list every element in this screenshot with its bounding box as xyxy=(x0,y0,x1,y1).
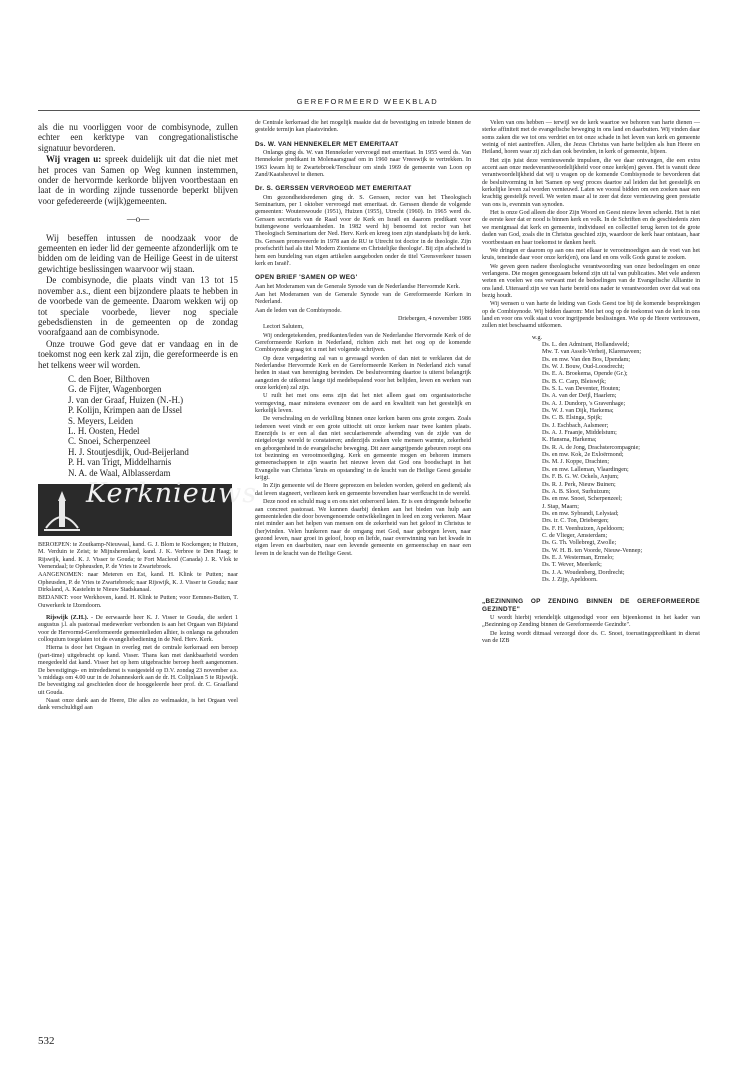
signer: J. Stap, Maarn; xyxy=(542,503,579,510)
paragraph: Hierna is door het Orgaan in overleg met de centrale kerkeraad een beroep (part-time) uitgebracht op kand. Visser. Thans kan met dankbaarheid worden meegedeeld dat kand. Visser het op hem uitgebrachte beroep heeft aangenomen. De bevestigings- en intrededienst is vastgesteld op D.V. zondag 23 november a.s. 's middags om 4.00 uur in de Johanneskerk aan de dr. H. Colijnlaan 5 te Rijswijk. De bevestiging zal geschieden door de hooggeleerde heer prof. dr. C. Graafland uit Gouda. xyxy=(38,645,238,696)
address-line: Aan het Moderamen van de Generale Synode van de Nederlandse Hervormde Kerk. xyxy=(255,283,461,290)
paragraph: De lezing wordt ditmaal verzorgd door ds. C. Snoei, toerustingspredikant in dienst van de IZB xyxy=(482,630,700,645)
paragraph: We dringen er daarom op aan ons met elkaar te verootmoedigen aan de voet van het kruis, teneinde daar voor onze kerk(en), ons land en ons volk Gods gunst te zoeken. xyxy=(482,247,700,262)
signer: Ds. W. J. van Dijk, Harkema; xyxy=(542,408,614,415)
signatory: C. Snoei, Scherpenzeel xyxy=(68,436,151,447)
signer: Ds. T. Wever, Meerkerk; xyxy=(542,562,602,569)
kerknieuws-banner xyxy=(38,478,258,536)
intro-paragraph: als die nu voorliggen voor de combisynode, zullen echter een kerktype van congregationalistische signatuur bevorderen. xyxy=(38,122,238,153)
signer: Ds. C. B. Elsinga, Spijk; xyxy=(542,415,602,422)
section-heading: OPEN BRIEF 'SAMEN OP WEG' xyxy=(255,274,358,282)
paragraph: Het is onze God alleen die door Zijn Woord en Geest nieuw leven schenkt. Het is niet de eerste keer dat er nood is binnen kerk en volk. In de Schriften en de geschiedenis zien we menigmaal dat kerk en gemeente, individueel en collectief terug keren tot de grote daden van God, zoals die in Christus geschied zijn, waardoor de kerk haar ontstaan, haar voortbestaan en haar toekomst te danken heeft. xyxy=(482,210,700,246)
paragraph: Onze trouwe God geve dat er vandaag en in de toekomst nog een kerk zal zijn, die gereformeerde is en het telkens weer wil worden. xyxy=(38,338,238,370)
wg-label: w.g. xyxy=(532,334,543,341)
signatory-list xyxy=(68,374,238,478)
paragraph: Velen van ons hebben — terwijl we de kerk waartoe we behoren van harte dienen — sterke affiniteit met de evangelische beweging in ons land en daarbuiten. Wij vinden daar soms zaken die we tot ons verdriet en tot onze schade in het leven van kerk en gemeente weinig of niet aantreffen. Allen, die Jezus Christus van harte belijden als hun Heere en Heiland, horen waar zij zich dan ook bevinden, in kerk of gemeente, bijeen. xyxy=(482,120,700,156)
signer: Ds. B. C. Carp, Bleiswijk; xyxy=(542,378,606,385)
signatory: L. H. Oosten, Hedel xyxy=(68,425,140,436)
signer: K. Hansma, Harkema; xyxy=(542,437,597,444)
paragraph: U ruilt het met ons eens zijn dat het niet alleen gaat om organisatorische vormgeving, maar minstens evenzeer om de aard en kwaliteit van het geestelijk en kerkelijk leven. xyxy=(255,393,471,415)
rijswijk-paragraph xyxy=(38,615,238,644)
paragraph: de Centrale kerkeraad die het mogelijk maakte dat de bevestiging en intrede binnen de gestelde termijn kan plaatsvinden. xyxy=(255,120,471,134)
paragraph: Onlangs ging ds. W. van Hennekeler vervroegd met emeritaat. In 1955 werd ds. Van Hennekeler predikant in Molenaarsgraaf om in 1960 naar Vreeswijk te vertrekken. In 1963 kwam hij te Zwartebroek/Terschuur om sinds 1969 de gemeente van Loon op Zand/Kaatsheuvel te dienen. xyxy=(255,150,471,179)
paragraph: Wij beseffen intussen de noodzaak voor de gemeenten en ieder lid der gemeente afzonderlijk om te bidden om de leiding van de Heilige Geest in de uiterst gewichtige beslissingen waarvoor wij staan. xyxy=(38,232,238,274)
page-header-title: GEREFORMEERD WEEKBLAD xyxy=(296,97,439,106)
paragraph: Deze nood en schuld mag u en ons niet onberoerd laten. Er is een dringende behoefte aan concreet pastoraat. We kunnen daarbij denken aan het bieden van hulp aan gemeenteleden die door bovengenoemde ontwikkelingen in leed en zorg verkeren. Maar niet minder aan het helpen van mensen om de zekerheid van het geloof in Christus te (her)vinden. Velen hunkeren naar de omgang met God, naar geborgen leven, naar gezond leven, naar groei in geloof, hoop en liefde, naar overwinning van het kwade in eigen leven en daarbuiten, naar een levende gemeente en gemeenschap en naar een leven in de kracht van de Heilige Geest. xyxy=(255,499,471,557)
signatory: N. A. de Waal, Alblasserdam xyxy=(68,467,171,478)
paragraph: Het zijn juist deze vernieuwende impulsen, die we daar ontvangen, die een extra accent aan onze medeverantwoordelijkheid voor onze kerk(en) geven. Het is vanuit deze verantwoordelijkheid dat wij u vragen op de komende Combisynode te bevorderen dat de besluitvorming in het 'Samen op weg' proces daartoe zal leiden dat het geestelijk en kerkelijke leven zal worden vernieuwd. Laten we vooral bidden om een zoeken naar een krachtig geestelijk reveil. We weten maar al te zeer dat deze vernieuwing geen prestatie van ons is, evenmin van synoden. xyxy=(482,157,700,208)
banner-title: Kerknieuws xyxy=(86,478,258,509)
signer: Ds. A. van der Deijl, Haarlem; xyxy=(542,393,617,400)
paragraph: U wordt hierbij vriendelijk uitgenodigd voor een bijeenkomst in het kader van „Bezinning op Zending binnen de Gereformeerde Gezindte". xyxy=(482,615,700,629)
signatory: C. den Boer, Bilthoven xyxy=(68,373,150,384)
section-heading: „BEZINNING OP ZENDING BINNEN DE GEREFORMEERDE GEZINDTE" xyxy=(482,598,700,613)
signatory: G. de Fijter, Wagenborgen xyxy=(68,384,162,395)
header-rule xyxy=(38,110,700,111)
aangenomen-text: AANGENOMEN: naar Meteren en Est, kand. H. Klink te Putten; naar Opheusden, P. de Vries te Zwartebroek; naar Rijswijk, K. J. Visser te Gouda; naar Dirksland, A. Kastelein te Nieuw Stadskanaal. xyxy=(38,572,238,594)
paragraph: Om gezondheidsredenen ging dr. S. Gerssen, rector van het Theologisch Seminarium, per 1 oktober vervroegd met emeritaat. dr. Gerssen diende de volgende gemeenten: Wouterswoude (1951), Huizen (1955), Utrecht (1960). In 1965 werd ds. Gerssen secretaris van de Raad voor de Kerk en Israël en daarom predikant voor buitengewone werkzaamheden. In 1982 werd hij benoemd tot rector van het Theologisch Seminarium der Ned. Herv. Kerk en kreeg toen zijn standplaats bij de kerk. Ds. Gerssen promoveerde in 1978 aan de RU te Utrecht tot doctor in de theologie. Zijn proefschrift had als titel 'Modern Zionisme en Christelijke theologie'. Bij zijn afscheid is hem een bundeling van eigen artikelen aangeboden onder de titel 'Grensverkeer tussen kerk en Israël'. xyxy=(255,194,471,267)
signatory: P. Kolijn, Krimpen aan de IJssel xyxy=(68,405,183,416)
signer: Ds. F. H. Veenhuizen, Apeldoorn; xyxy=(542,525,624,532)
signer: Ds. J. Eschbach, Aalsmeer; xyxy=(542,422,609,429)
column-3 xyxy=(482,120,700,646)
bedankt-text: BEDANKT: voor Werkhoven, kand. H. Klink te Putten; voor Eemnes-Buiten, T. Ouwerkerk te IJzendoorn. xyxy=(38,595,238,609)
signer: Ds. A. B. Sloot, Surhuizum; xyxy=(542,488,611,495)
signer: Ds. J. Zijp, Apeldoorn. xyxy=(542,576,598,583)
separator: —o— xyxy=(126,214,150,225)
request-paragraph xyxy=(38,154,238,206)
signer-list xyxy=(532,334,700,585)
request-label: Wij vragen u: xyxy=(46,154,102,165)
signer: Ds. R. J. Perk, Nieuw Buinen; xyxy=(542,481,616,488)
paragraph: Wij wensen u van harte de leiding van Gods Geest toe bij de komende besprekingen op de Combisynode. Wij bidden daarom: Met het oog op de toekomst van de kerk in ons land en voor ons volk staat u voor ingrijpende beslissingen. Wie op de Heere vertrouwen, zullen niet beschaamd uitkomen. xyxy=(482,301,700,330)
signer: Ds. W. J. Bouw, Oud-Loosdrecht; xyxy=(542,364,625,370)
paragraph: In Zijn gemeente wil de Heere gepreezen en beleden worden, geëerd en gediend; als dat leven stagneert, verliezen kerk en gemeente bovendien haar werfkracht in de wereld. xyxy=(255,483,471,497)
signer: Mw. T. van Asselt-Verheij, Klarenaveen; xyxy=(542,349,642,356)
column-1 xyxy=(38,122,258,714)
signer: Ds. J. A. Woudenberg, Dordrecht; xyxy=(542,569,625,576)
signer: Ds. A. J. Dundorp, 's Gravenhage; xyxy=(542,400,626,407)
paragraph: We geven geen nadere theologische verantwoording van onze bedoelingen en onze verlangens. Die mogen genoegzaam bekend zijn uit tal van publicaties. Met vele anderen weten en voelen we ons verwant met de bedoelingen van de Evangelische Alliantie in ons land. Uiteraard zijn we van harte bereid ons nader te verantwoorden over dat wat ons bezig houdt. xyxy=(482,263,700,299)
paragraph: Naast onze dank aan de Heere, Die alles zo welmaakte, is het Orgaan veel dank verschuldigd aan xyxy=(38,697,238,712)
signatory: H. J. Stoutjesdijk, Oud-Beijerland xyxy=(68,446,189,457)
signer: Ds. M. J. Koppe, Drachten; xyxy=(542,459,610,466)
signer: Ds. W. H. B. ten Voorde, Nieuw-Vennep; xyxy=(542,547,643,554)
section-heading: Dr. S. GERSSEN VERVROEGD MET EMERITAAT xyxy=(255,185,412,193)
signer: Ds. E. A. Broekema, Opende (Gr.); xyxy=(542,371,628,378)
signer: Ds. S. L. van Deventer, Houten; xyxy=(542,386,621,393)
signer: Ds. E. J. Westerman, Ermelo; xyxy=(542,554,614,561)
paragraph: Op deze vergadering zal van u gevraagd worden of dan niet te verklaren dat de Nederlandse Hervormde Kerk en de Gereformeerde Kerken in Nederland zich vanaf heden in staat van hereniging bevinden. De beslutvorming daartoe is uiterst belangrijk aangezien de uitkomst lange tijd medebepalend voor het belijden, leven en werken van onze kerk(en) zal zijn. xyxy=(255,355,471,391)
section-heading: Ds. W. VAN HENNEKELER MET EMERITAAT xyxy=(255,140,399,148)
column-2 xyxy=(255,120,471,559)
paragraph: De combisynode, die plaats vindt van 13 tot 15 november a.s., dient een bijzondere plaats te hebben in de voorbede van de gemeente. Daarom wekken wij op tot speciale voorbede, liever nog speciale gebedsdiensten in de gemeenten op de zondag voorafgaand aan de combisynode. xyxy=(38,275,238,338)
rijswijk-text: - De eerwaarde heer K. J. Visser te Gouda, die sedert 1 augustus j.l. als pastoraal medewerker verbonden is aan het Orgaan van Bijstand voor de Hervormd-Gereformeerde gemeentelieden alhier, is onlangs na gehouden colloquium toegelaten tot de evangeliebediening in de Ned. Herv. Kerk. xyxy=(38,615,239,644)
signatory: S. Meyers, Leiden xyxy=(68,415,134,426)
page-number: 532 xyxy=(38,1035,55,1047)
address-line: Aan het Moderamen van de Generale Synode van de Gereformeerde Kerken in Nederland. xyxy=(255,291,471,306)
church-decoration-icon xyxy=(42,488,82,532)
signer: Ds. R. A. de Jong, Drachstercompagnie; xyxy=(542,444,640,451)
rijswijk-label: Rijswijk (Z.H.). xyxy=(46,615,89,622)
signer: Ds. G. Th. Vollebregt, Zwolle; xyxy=(542,540,617,547)
beroepen-text: BEROEPEN: te Zoutkamp-Nieuwaal, kand. G. J. Blom te Kockengen; te Huizen, M. Verduin te Zeist; te Mijnsherenland, kand. J. K. Verbree te Den Haag; te Rijswijk, kand. K. J. Visser te Gouda; te Fort Macleod (Canada) J. R. Vlok te Veenendaal; te Opheusden, P. de Vries te Zwartebroek. xyxy=(38,542,238,571)
signer: C. de Vlieger, Amsterdam; xyxy=(542,532,608,539)
signer: Ds. en mw. Van den Bos, IJpendam; xyxy=(542,356,631,363)
paragraph: De verschraling en de verkilling binnen onze kerken baren ons grote zorgen. Zoals iedereen weet vindt er een grote uittocht uit onze kerken naar twee kanten plaats. Enerzijds is er een al dan niet seculariserende afwending van de zijde van de nietgelovige wereld te constateren; anderzijds zoeken vele mensen warmte, zekerheid en geborgenheid in de evangelische beweging. Dit zeer aangrijpende gebeuren roept ons tot bezinning en verootmoediging. Kerk en gemeente mogen en behoren immers gemeenschappen te zijn waarin het nieuwe leven dat God ons boodschapt in het Evangelie van Christus 'kruis en opstanding' in de kracht van de Heilige Geest gestalte krijgt. xyxy=(255,416,471,482)
signatory: P. H. van Trigt, Middelharnis xyxy=(68,457,172,468)
signer: Ds. en mw. Snoei, Scherpenzeel; xyxy=(542,496,622,503)
signer: Ds. A. J. Fraanje, Middelstum; xyxy=(542,430,617,437)
salutation: Lectori Salutem, xyxy=(263,324,304,331)
dateline: Driebergen, 4 november 1986 xyxy=(398,315,471,322)
signatory: J. van der Graaf, Huizen (N.-H.) xyxy=(68,394,184,405)
signer: Ds. en mw. Kok, 2e Exloërmond; xyxy=(542,452,624,459)
signer: Ds. en mw. Sybrandi, Lelystad; xyxy=(542,510,619,517)
signer: Drs. ir. C. Ton, Driebergen; xyxy=(542,518,609,525)
request-text: spreek duidelijk uit dat die niet met het proces van Samen op Weg kunnen instemmen, onder de hervormde kerkorde blijven voortbestaan en laat de in wording zijnde tussenorde beperkt blijven voor gefedereerde (wijk)gemeenten. xyxy=(38,154,239,206)
letter-continuation xyxy=(38,122,238,478)
signer: Ds. L. den Admirant, Hollandsveld; xyxy=(542,341,630,348)
signer: Ds. F. B. G. W. Ockels, Anjum; xyxy=(542,474,619,481)
paragraph: Wij ondergetekenden, predikanten/leden van de Nederlandse Hervormde Kerk of de Gereformeerde Kerken in Nederland, richten zich met het oog op de komende Combisynode graag tot u met het volgende schrijven. xyxy=(255,332,471,354)
address-line: Aan de leden van de Combisynode. xyxy=(255,307,342,314)
signer: Ds. en mw. Lalleman, Vlaardingen; xyxy=(542,466,629,473)
